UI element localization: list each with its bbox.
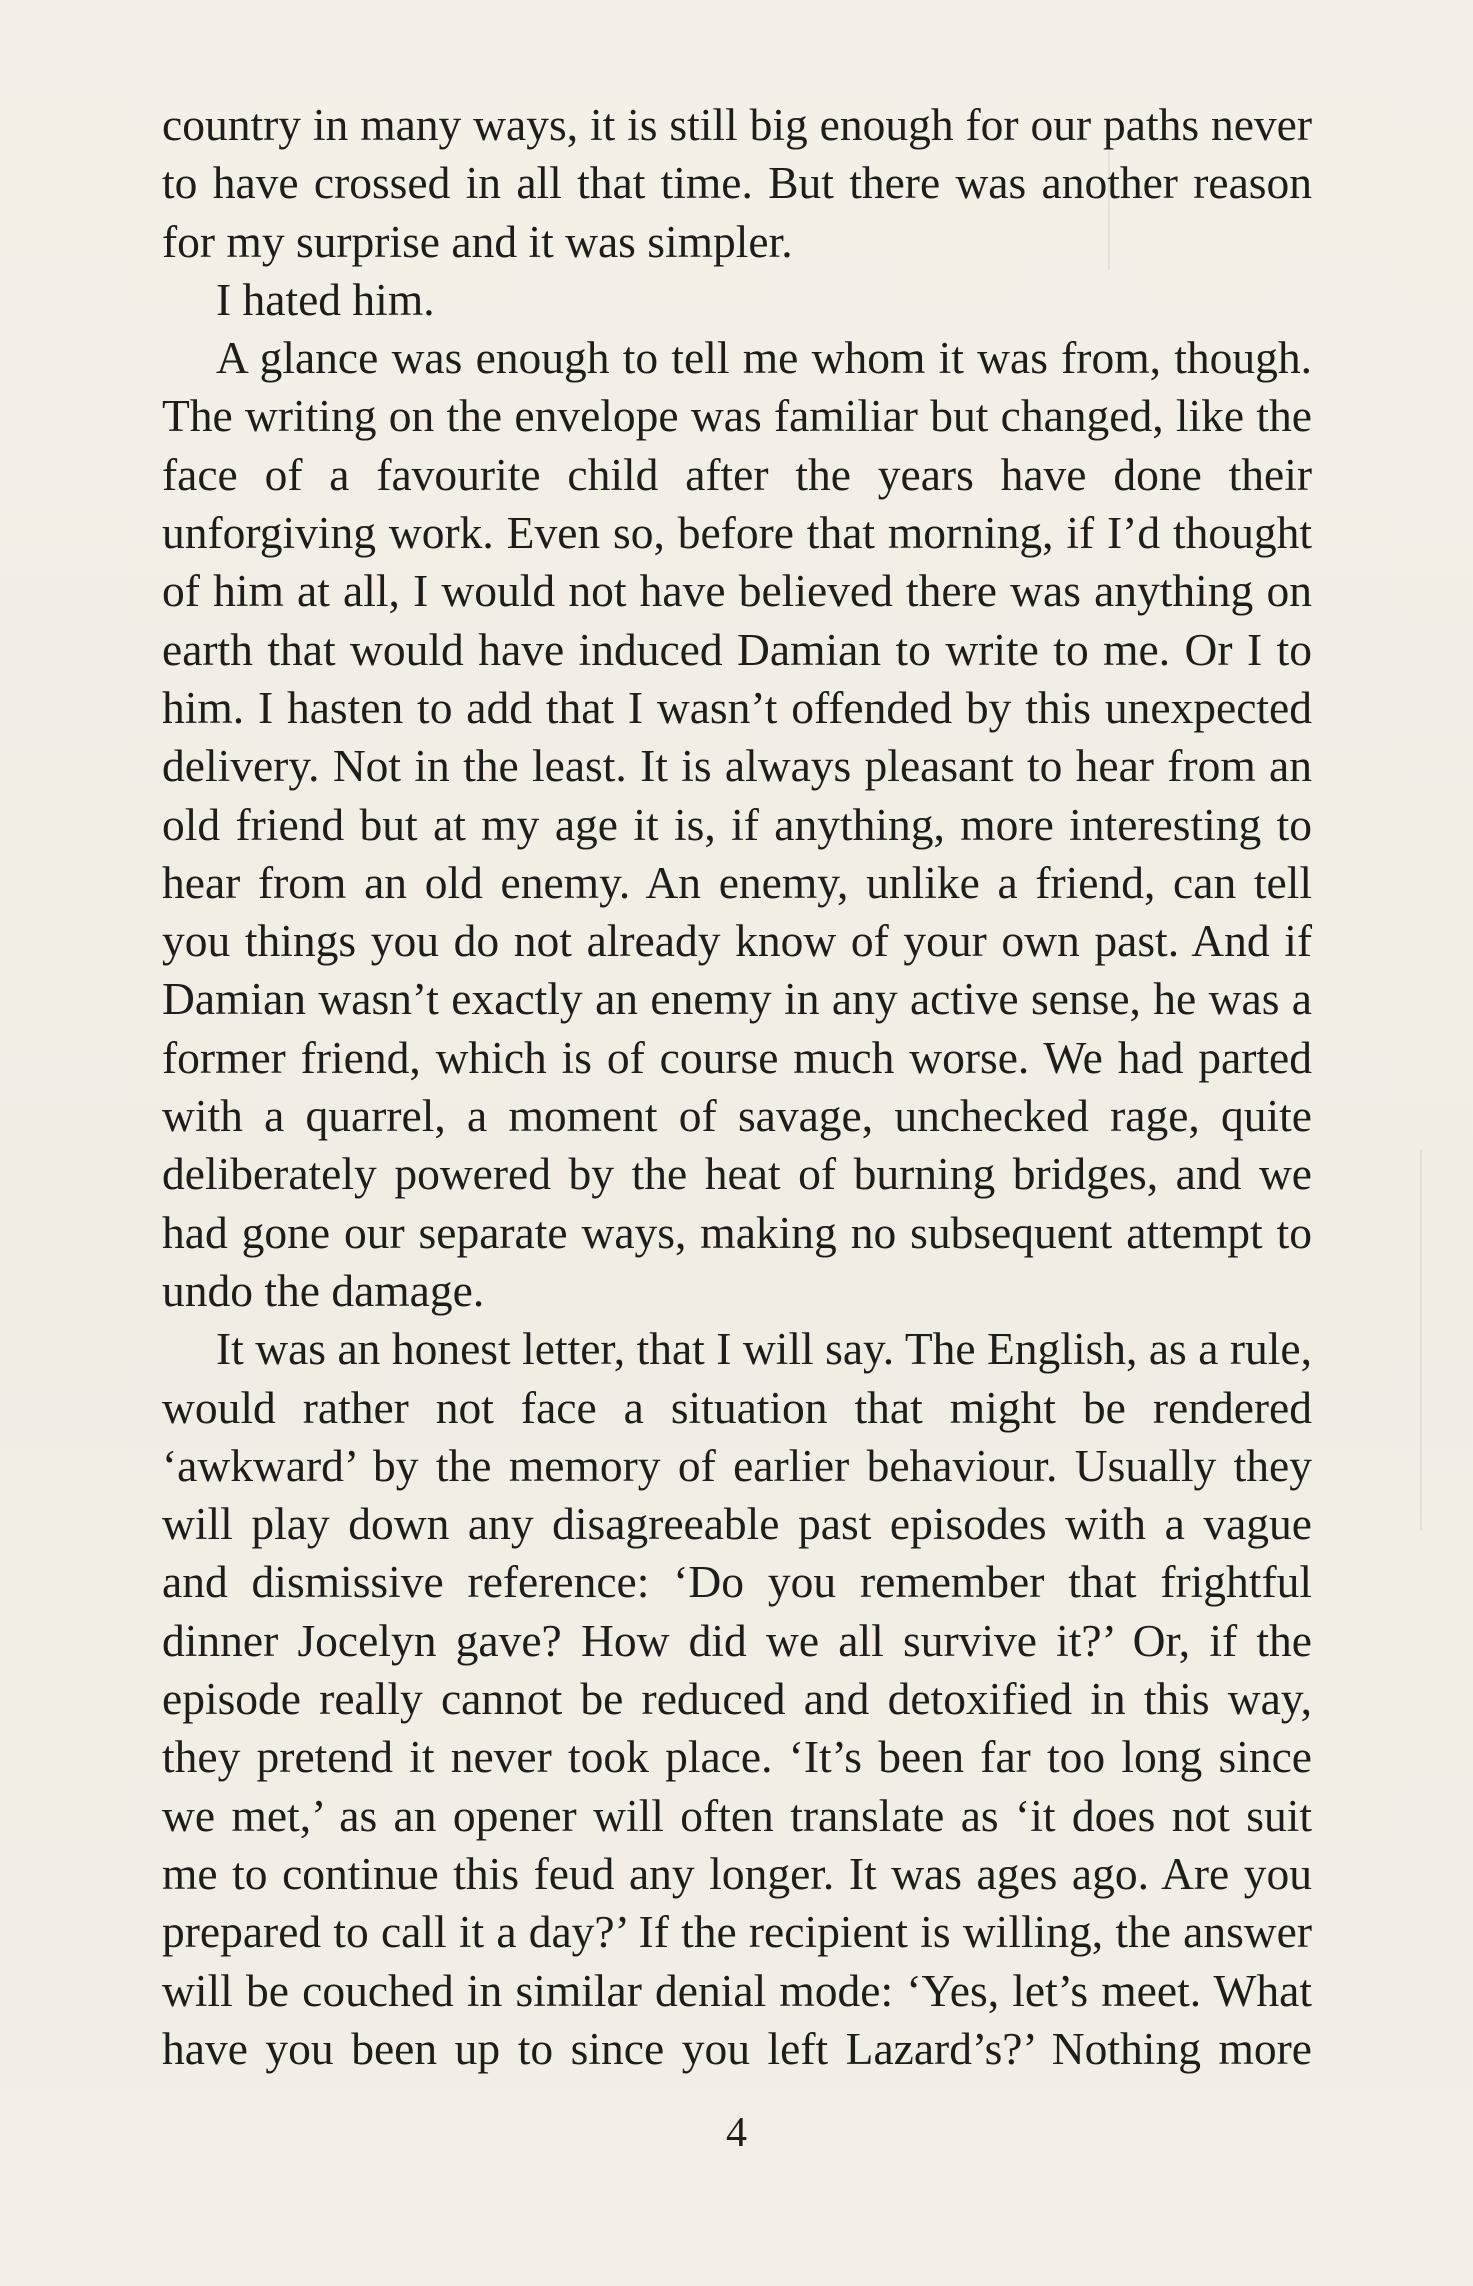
body-text — [162, 96, 1312, 2078]
paragraph-2: I hated him. — [216, 273, 435, 325]
paragraph-3: A glance was enough to tell me whom it was from, though. The writing on the envelope was familiar but changed, like the face of a favourite child after the years have done their unforgiving work. Even so, before that morning, if I’d thought of him at all, I would not have believed there was anything on earth that would have induced Damian to write to me. Or I to him. I hasten to add that I wasn’t offended by this unexpected delivery. Not in the least. It is always pleasant to hear from an old friend but at my age it is, if anything, more interesting to hear from an old enemy. An enemy, unlike a friend, can tell you things you do not already know of your own past. And if Damian wasn’t exactly an enemy in any active sense, he was a former friend, which is of course much worse. We had parted with a quarrel, a moment of savage, unchecked rage, quite deliberately powered by the heat of burning bridges, and we had gone our separate ways, making no subsequent attempt to undo the damage. — [162, 332, 1312, 1316]
page-number: 4 — [726, 2110, 747, 2156]
paper-crease — [1420, 1150, 1422, 1530]
paragraph-4: It was an honest letter, that I will say. The English, as a rule, would rather not face a situation that might be rendered ‘awkward’ by the memory of earlier behaviour. Usually they will play down any disagreeable past episodes with a vague and dismissive reference: ‘Do you remember that frightful dinner Jocelyn gave? How did we all survive it?’ Or, if the episode really cannot be reduced and detoxified in this way, they pretend it never took place. ‘It’s been far too long since we met,’ as an opener will often translate as ‘it does not suit me to continue this feud any longer. It was ages ago. Are you prepared to call it a day?’ If the recipient is willing, the answer will be couched in similar denial mode: ‘Yes, let’s meet. What have you been up to since you left Lazard’s?’ Nothing more — [162, 1323, 1312, 2074]
paragraph-1: country in many ways, it is still big enough for our paths never to have crossed in all that time. But there was another reason for my surprise and it was simpler. — [162, 99, 1312, 267]
